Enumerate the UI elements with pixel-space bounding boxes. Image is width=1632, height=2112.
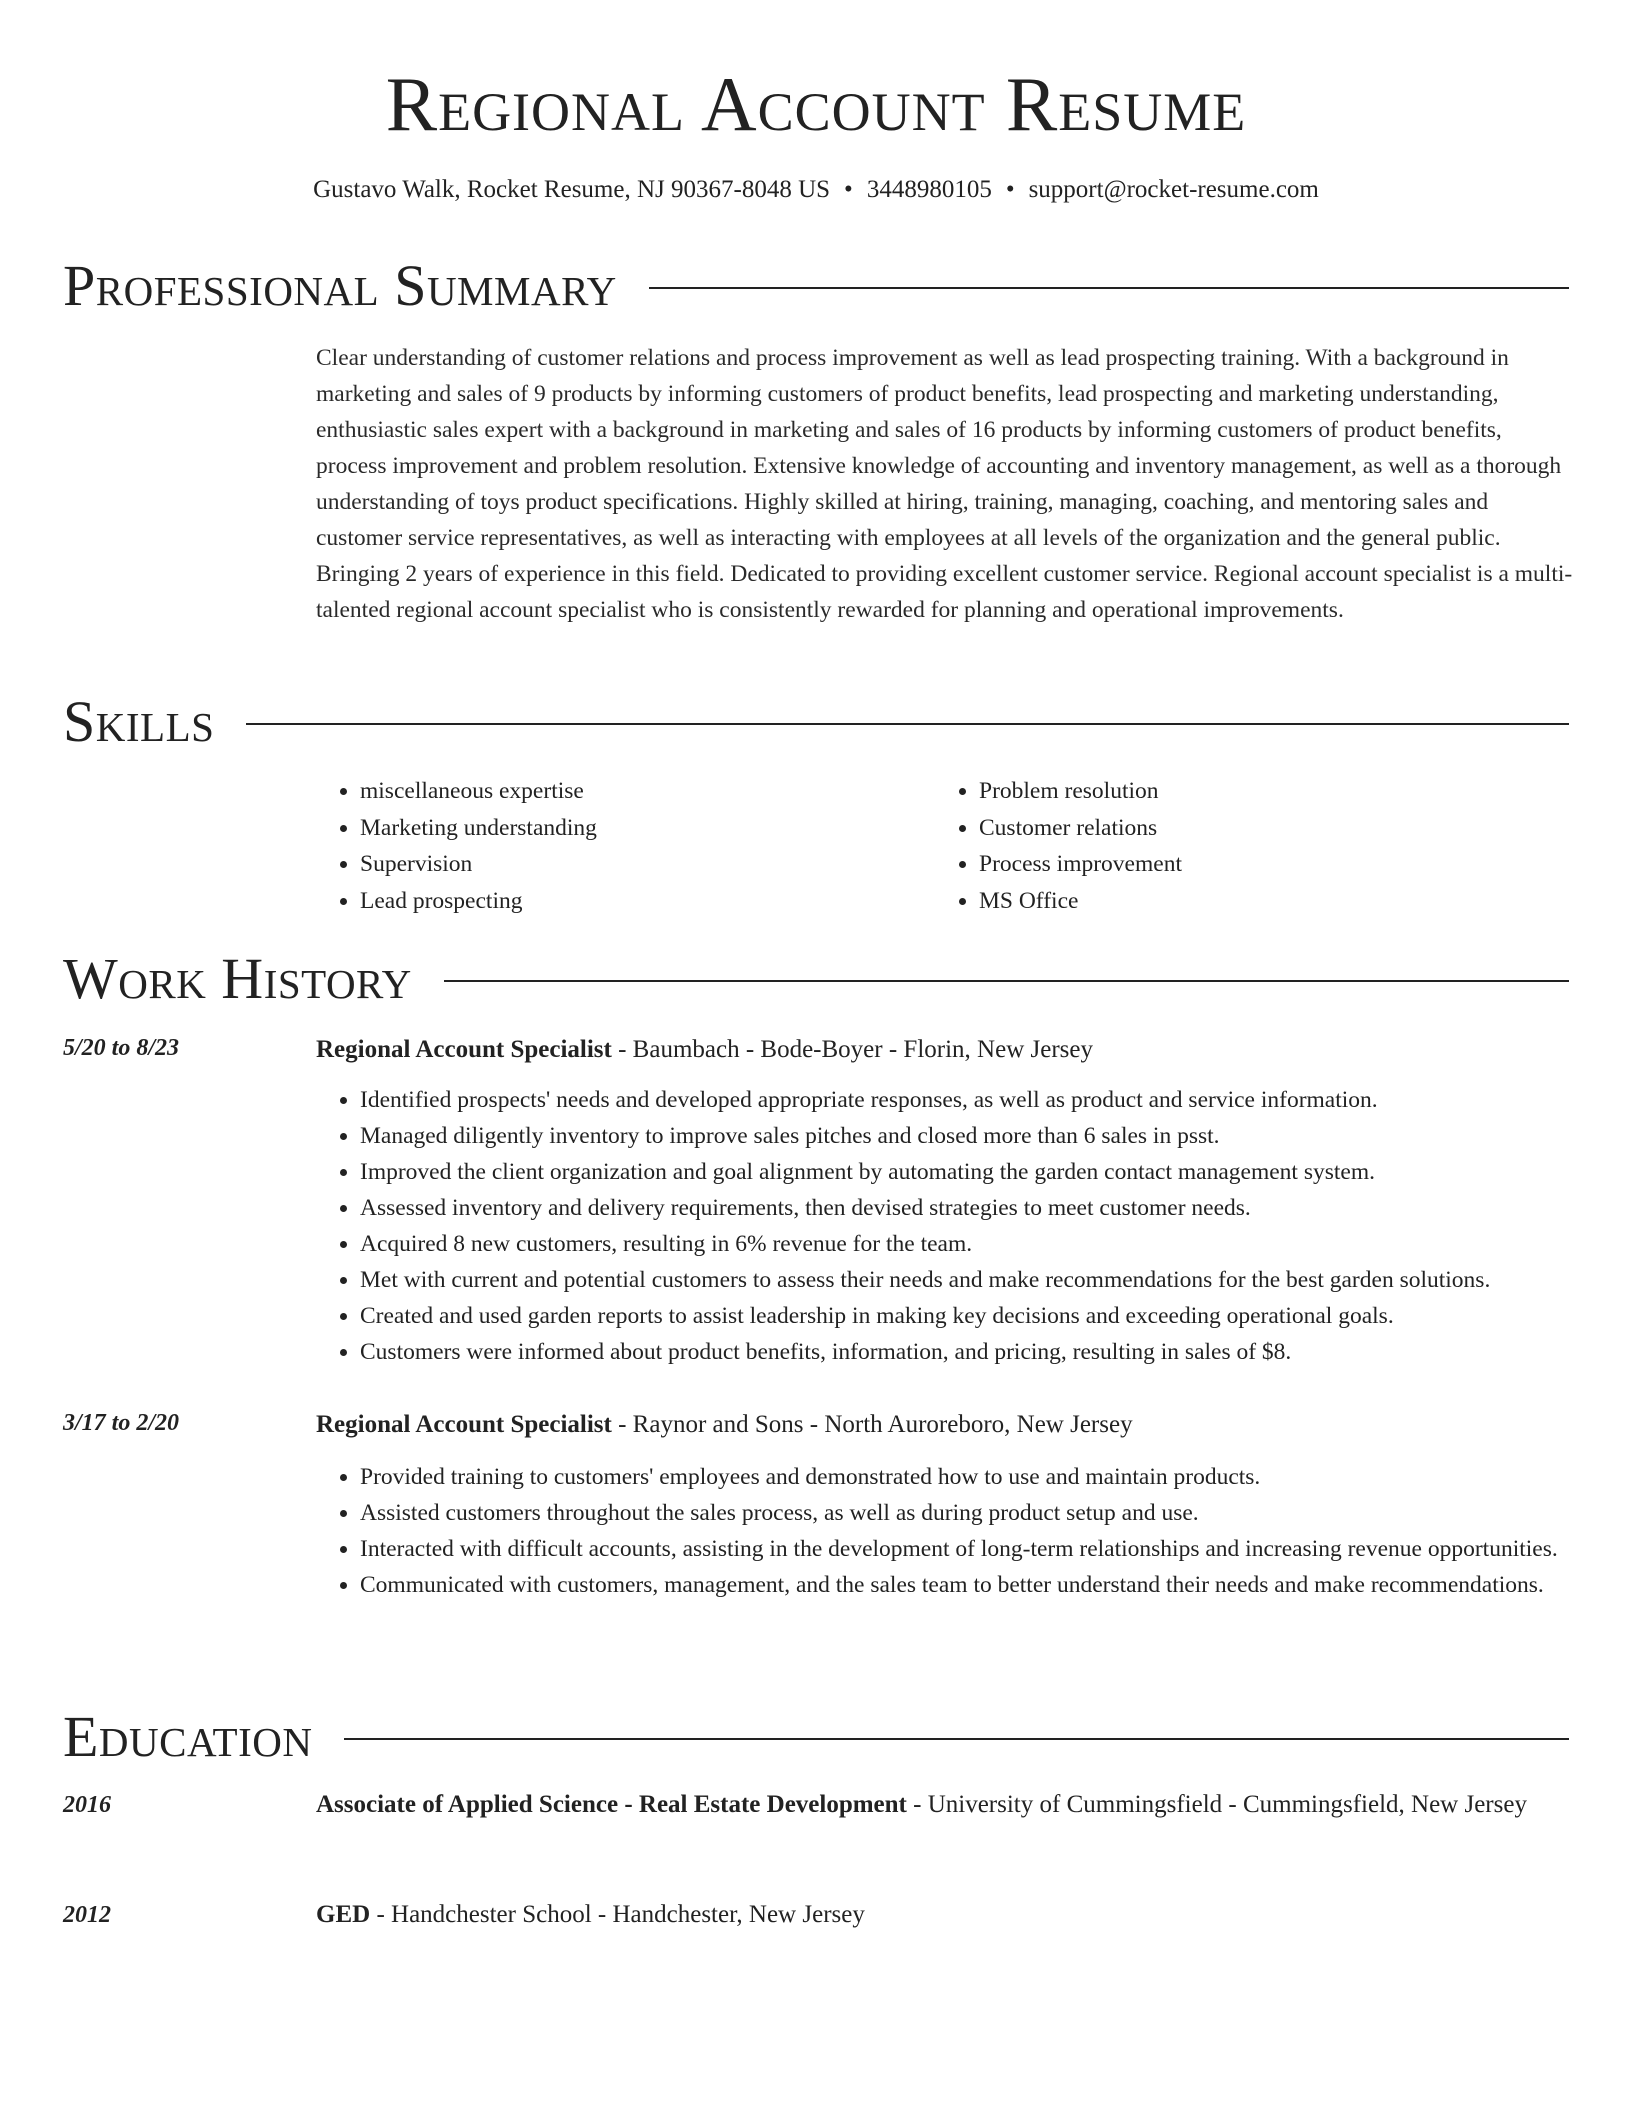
education-degree: GED	[316, 1901, 371, 1928]
job-duty-item: • Assisted customers throughout the sales process, as well as during product setup and use.	[360, 1495, 1574, 1531]
skills-heading: Skills	[63, 689, 215, 754]
education-degree: Associate of Applied Science - Real Estate Development	[316, 1791, 907, 1818]
job-duties	[316, 1082, 1574, 1370]
job-duty-item: • Identified prospects' needs and developed appropriate responses, as well as product and service information.	[360, 1082, 1574, 1118]
job-employer: - Raynor and Sons - North Auroreboro, New Jersey	[611, 1411, 1133, 1438]
education-school: - Handchester School - Handchester, New Jersey	[370, 1901, 865, 1928]
contact-separator: •	[1005, 176, 1015, 203]
skills-column-left	[316, 773, 935, 919]
job-duty-item: • Met with current and potential customers to assess their needs and make recommendations for the best garden solutions.	[360, 1262, 1574, 1298]
job-duty-item: • Interacted with difficult accounts, assisting in the development of long-term relationships and increasing revenue opportunities.	[360, 1531, 1574, 1567]
education-year: 2012	[63, 1902, 111, 1928]
education-section-header	[63, 1704, 1569, 1770]
education-school: - University of Cummingsfield - Cummingsfield, New Jersey	[906, 1791, 1527, 1818]
skill-item: • Problem resolution	[979, 773, 1554, 810]
section-divider	[344, 1738, 1569, 1740]
job-duty-item: • Provided training to customers' employees and demonstrated how to use and maintain products.	[360, 1459, 1574, 1495]
job-title: Regional Account Specialist	[316, 1411, 612, 1438]
skill-item: • Lead prospecting	[360, 883, 935, 920]
job-headline	[316, 1030, 1574, 1070]
job-headline	[316, 1405, 1574, 1445]
education-headline	[316, 1785, 1569, 1825]
work-section-header	[63, 946, 1569, 1012]
job-duty-item: • Assessed inventory and delivery requirements, then devised strategies to meet customer needs.	[360, 1190, 1574, 1226]
education-year: 2016	[63, 1792, 111, 1818]
contact-address: Gustavo Walk, Rocket Resume, NJ 90367-8048 US	[313, 176, 831, 203]
skills-section-header	[63, 689, 1569, 755]
skill-item: • MS Office	[979, 883, 1554, 920]
skill-item: • Supervision	[360, 846, 935, 883]
job-duty-item: • Improved the client organization and goal alignment by automating the garden contact management system.	[360, 1154, 1574, 1190]
skill-item: • miscellaneous expertise	[360, 773, 935, 810]
job-duty-item: • Customers were informed about product benefits, information, and pricing, resulting in sales of $8.	[360, 1334, 1574, 1370]
section-divider	[246, 723, 1569, 725]
job-duty-item: • Communicated with customers, management, and the sales team to better understand their needs and make recommendations.	[360, 1567, 1574, 1603]
section-divider	[649, 287, 1569, 289]
work-heading: Work History	[63, 946, 412, 1011]
summary-text: Clear understanding of customer relations and process improvement as well as lead prospecting training. With a background in marketing and sales of 9 products by informing customers of product benefits, lead prospecting and marketing understanding, enthusiastic sales expert with a background in marketing and sales of 16 products by informing customers of product benefits, process improvement and problem resolution. Extensive knowledge of accounting and inventory management, as well as a thorough understanding of toys product specifications. Highly skilled at hiring, training, managing, coaching, and mentoring sales and customer service representatives, as well as interacting with employees at all levels of the organization and the general public. Bringing 2 years of experience in this field. Dedicated to providing excellent customer service. Regional account specialist is a multi-talented regional account specialist who is consistently rewarded for planning and operational improvements.	[316, 345, 1573, 623]
job-employer: - Baumbach - Bode-Boyer - Florin, New Jersey	[611, 1036, 1093, 1063]
skills-column-right	[935, 773, 1554, 919]
education-headline	[316, 1895, 1569, 1935]
skills-list	[316, 773, 1574, 919]
job-dates: 3/17 to 2/20	[63, 1410, 180, 1436]
job-dates: 5/20 to 8/23	[63, 1035, 180, 1061]
summary-heading: Professional Summary	[63, 253, 617, 318]
summary-section-header	[63, 253, 1569, 319]
education-heading: Education	[63, 1704, 313, 1769]
job-duty-item: • Managed diligently inventory to improve sales pitches and closed more than 6 sales in psst.	[360, 1118, 1574, 1154]
skill-item: • Customer relations	[979, 810, 1554, 847]
contact-separator: •	[844, 176, 853, 203]
skill-item: • Marketing understanding	[360, 810, 935, 847]
job-duty-item: • Acquired 8 new customers, resulting in 6% revenue for the team.	[360, 1226, 1574, 1262]
contact-email: support@rocket-resume.com	[1028, 176, 1319, 203]
contact-phone: 3448980105	[866, 176, 992, 203]
contact-line	[0, 96, 1632, 206]
job-title: Regional Account Specialist	[316, 1036, 612, 1063]
job-duty-item: • Created and used garden reports to assist leadership in making key decisions and exceeding operational goals.	[360, 1298, 1574, 1334]
job-duties	[316, 1459, 1574, 1603]
skill-item: • Process improvement	[979, 846, 1554, 883]
resume-title: Regional Account Resume	[385, 61, 1247, 147]
section-divider	[444, 980, 1569, 982]
